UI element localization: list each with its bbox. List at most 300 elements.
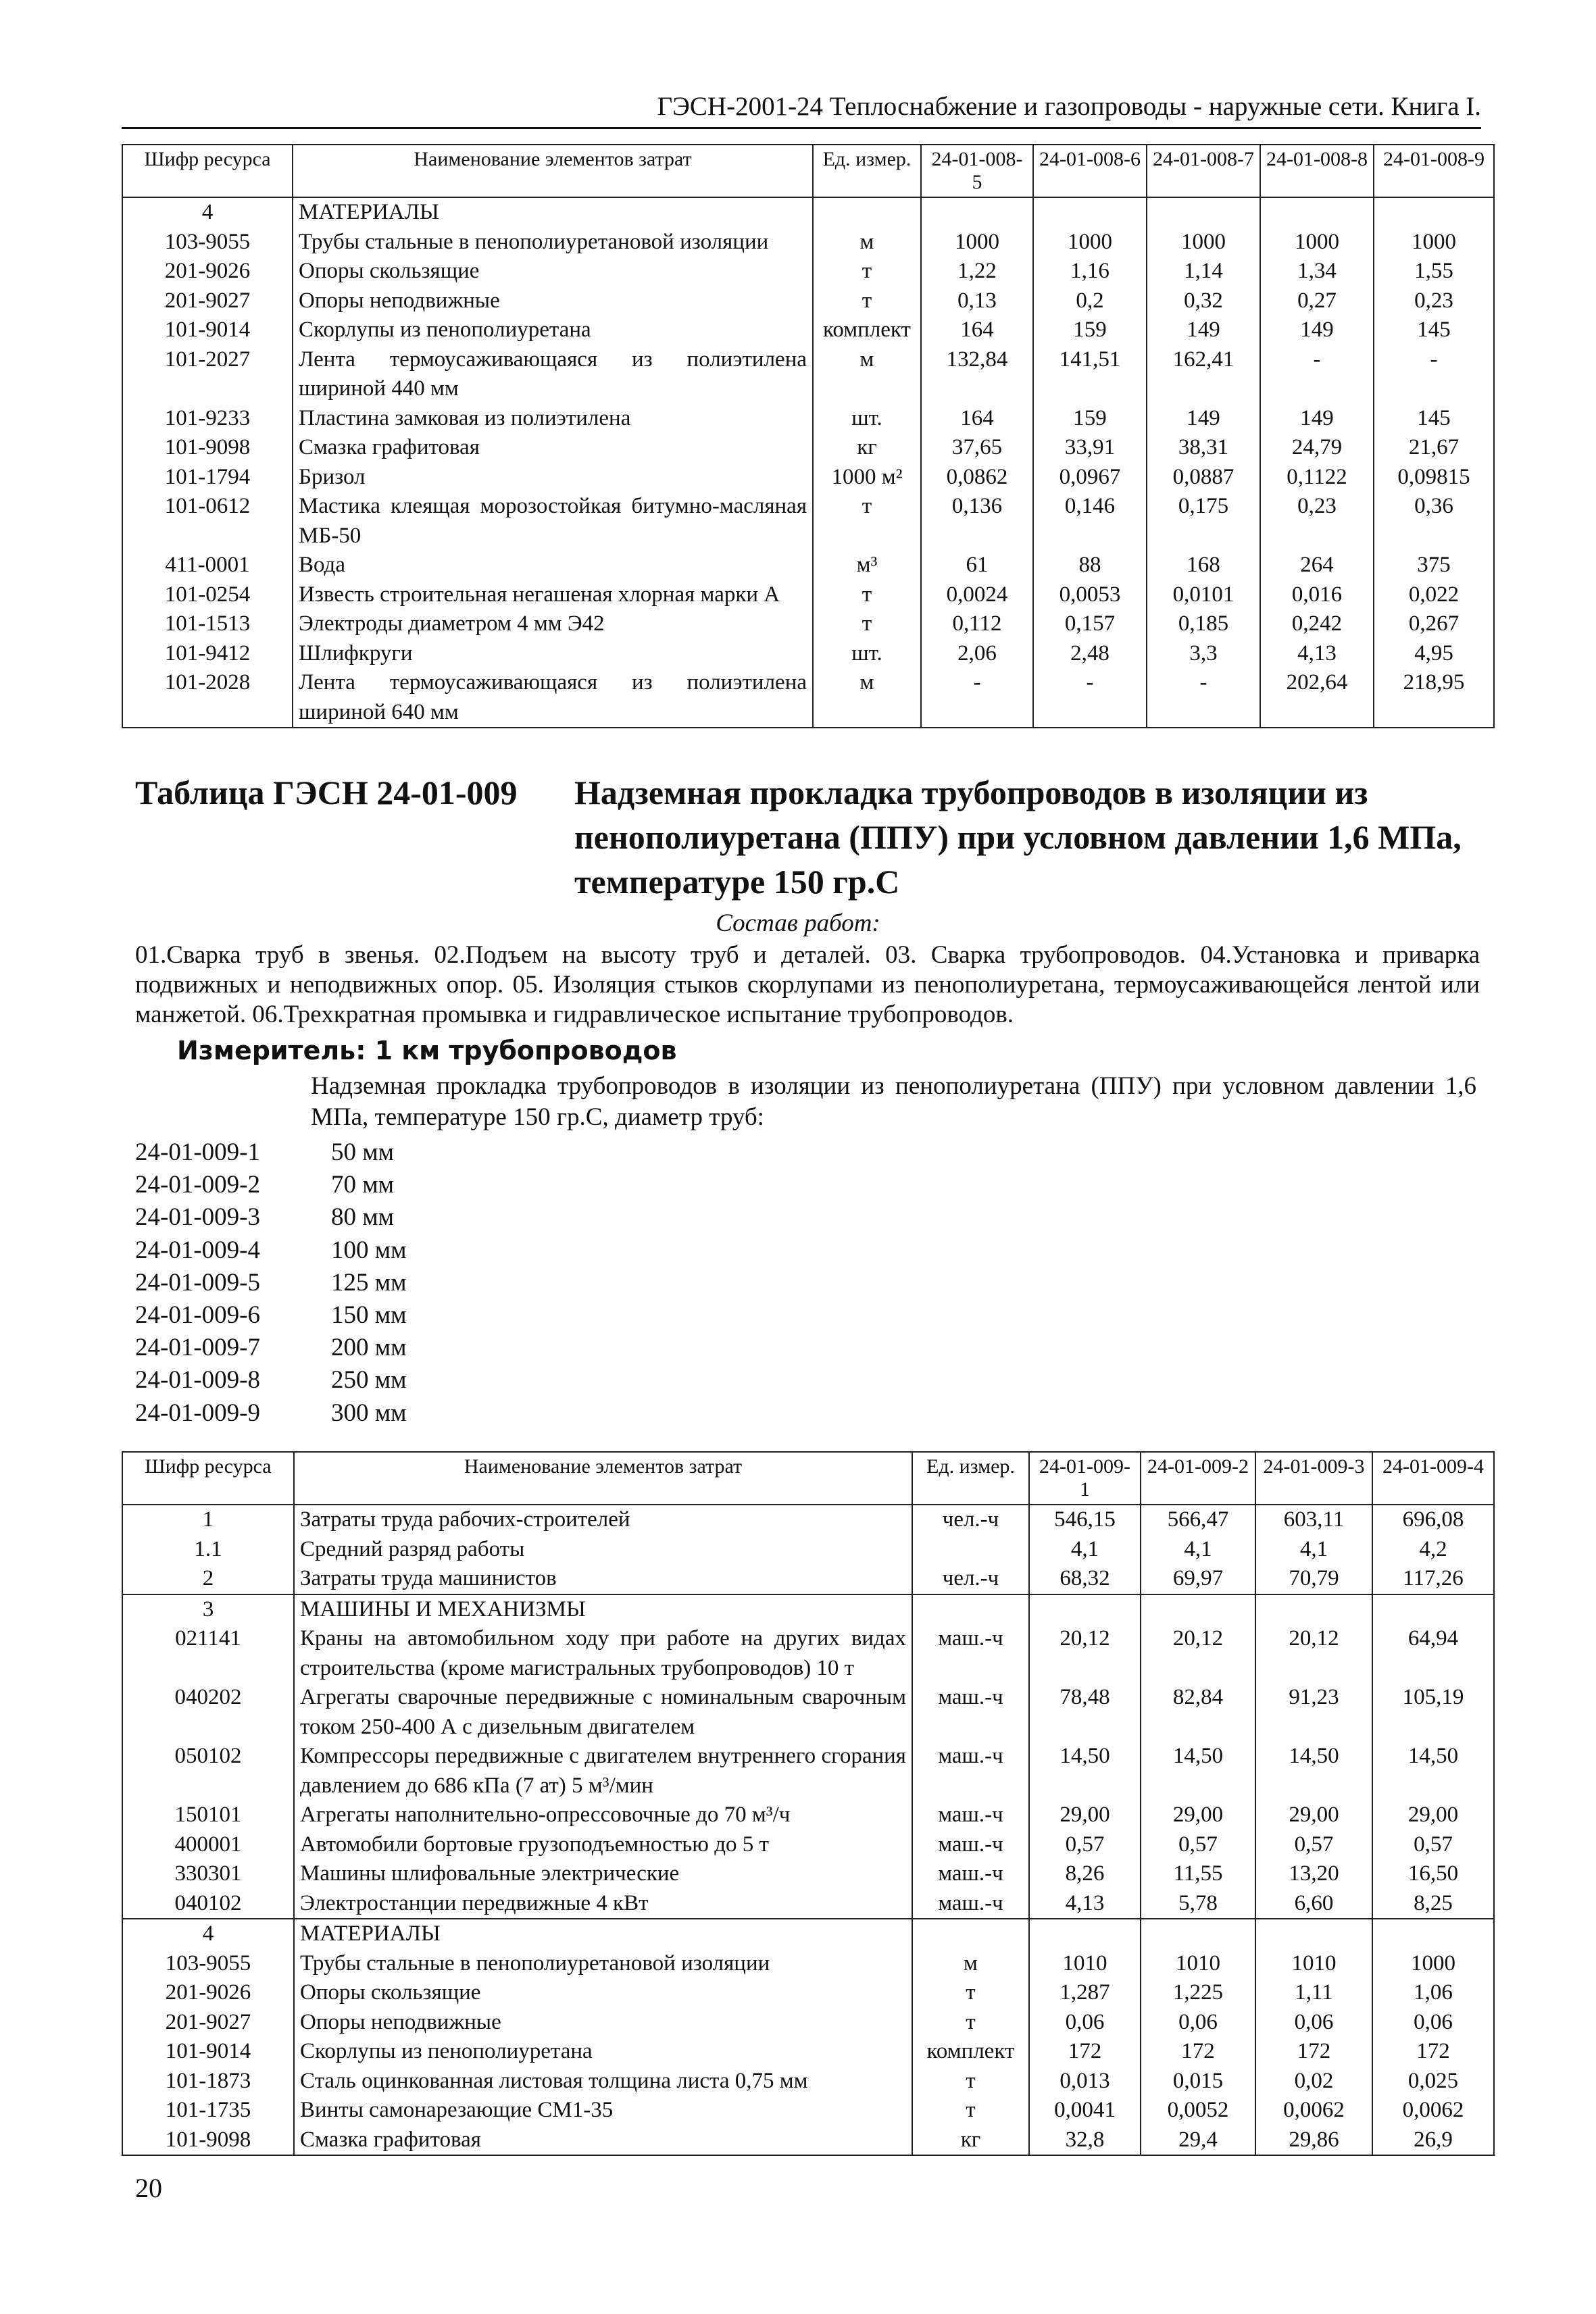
value-cell: 696,08 xyxy=(1372,1505,1494,1535)
value-cell xyxy=(1033,197,1147,228)
value-cell xyxy=(1255,1919,1372,1949)
resource-code: 4 xyxy=(122,1919,294,1949)
column-header: Наименование элементов затрат xyxy=(293,145,813,197)
value-cell: 0,13 xyxy=(921,286,1033,316)
value-cell: 0,02 xyxy=(1255,2067,1372,2096)
resource-name: Пластина замковая из полиэтилена xyxy=(293,404,813,434)
unit-cell: шт. xyxy=(813,404,921,434)
resource-table-009 xyxy=(122,1451,1495,2156)
value-cell: - xyxy=(1374,345,1494,404)
value-cell: 0,23 xyxy=(1260,492,1374,551)
resource-name: Скорлупы из пенополиуретана xyxy=(294,2037,912,2067)
unit-cell: чел.-ч xyxy=(912,1564,1029,1594)
unit-cell: маш.-ч xyxy=(912,1801,1029,1830)
table-row xyxy=(122,2037,1494,2067)
resource-name: Трубы стальные в пенополиуретановой изоляции xyxy=(293,228,813,257)
value-cell: 91,23 xyxy=(1255,1683,1372,1742)
variant-code: 24-01-009-5 xyxy=(135,1268,260,1297)
value-cell: 159 xyxy=(1033,316,1147,345)
value-cell xyxy=(1029,1919,1141,1949)
table-row xyxy=(122,551,1494,580)
column-header: Ед. измер. xyxy=(813,145,921,197)
column-header: 24-01-008-6 xyxy=(1033,145,1147,197)
value-cell: 0,157 xyxy=(1033,609,1147,639)
value-cell: 0,112 xyxy=(921,609,1033,639)
unit-cell: 1000 м² xyxy=(813,463,921,493)
column-header: 24-01-009-3 xyxy=(1255,1452,1372,1505)
value-cell: 29,86 xyxy=(1255,2126,1372,2156)
value-cell: 2,06 xyxy=(921,639,1033,669)
unit-cell: кг xyxy=(813,433,921,463)
resource-name: Смазка графитовая xyxy=(293,433,813,463)
value-cell: 0,06 xyxy=(1141,2008,1255,2038)
unit-cell: т xyxy=(813,580,921,610)
table-header-row xyxy=(122,145,1494,197)
value-cell: 0,175 xyxy=(1147,492,1260,551)
value-cell: 159 xyxy=(1033,404,1147,434)
resource-code: 1.1 xyxy=(122,1535,294,1565)
table-row xyxy=(122,1594,1494,1625)
resource-code: 2 xyxy=(122,1564,294,1594)
value-cell: 16,50 xyxy=(1372,1859,1494,1889)
resource-name: Автомобили бортовые грузоподъемностью до 5 т xyxy=(294,1830,912,1860)
meter-label: Измеритель: 1 км трубопроводов xyxy=(177,1036,677,1065)
value-cell: 29,4 xyxy=(1141,2126,1255,2156)
table-row xyxy=(122,639,1494,669)
resource-code: 103-9055 xyxy=(122,1949,294,1979)
value-cell: 6,60 xyxy=(1255,1889,1372,1919)
value-cell: 117,26 xyxy=(1372,1564,1494,1594)
value-cell: 141,51 xyxy=(1033,345,1147,404)
unit-cell: т xyxy=(813,492,921,551)
value-cell: 0,57 xyxy=(1029,1830,1141,1860)
value-cell: 70,79 xyxy=(1255,1564,1372,1594)
value-cell: 1,34 xyxy=(1260,257,1374,286)
variant-code: 24-01-009-4 xyxy=(135,1236,260,1264)
variant-item xyxy=(135,1332,407,1364)
variant-diameter: 80 мм xyxy=(331,1203,395,1232)
value-cell: 264 xyxy=(1260,551,1374,580)
table-row xyxy=(122,580,1494,610)
table-row xyxy=(122,1683,1494,1742)
table-row xyxy=(122,404,1494,434)
resource-code: 101-9098 xyxy=(122,433,293,463)
table-row xyxy=(122,463,1494,493)
value-cell xyxy=(1029,1594,1141,1625)
unit-cell: т xyxy=(912,2008,1029,2038)
table-row xyxy=(122,1830,1494,1860)
unit-cell: маш.-ч xyxy=(912,1683,1029,1742)
unit-cell xyxy=(912,1535,1029,1565)
variant-list xyxy=(135,1136,407,1430)
table-row xyxy=(122,257,1494,286)
value-cell: 8,25 xyxy=(1372,1889,1494,1919)
unit-cell: т xyxy=(912,1978,1029,2008)
column-header: 24-01-008-8 xyxy=(1260,145,1374,197)
value-cell: 29,00 xyxy=(1029,1801,1141,1830)
value-cell: 1,16 xyxy=(1033,257,1147,286)
value-cell: 0,57 xyxy=(1372,1830,1494,1860)
value-cell: 1000 xyxy=(921,228,1033,257)
variant-code: 24-01-009-8 xyxy=(135,1366,260,1394)
resource-name: Шлифкруги xyxy=(293,639,813,669)
resource-code: 101-1794 xyxy=(122,463,293,493)
value-cell: 145 xyxy=(1374,316,1494,345)
table-row xyxy=(122,1919,1494,1949)
resource-code: 411-0001 xyxy=(122,551,293,580)
resource-code: 3 xyxy=(122,1594,294,1625)
variant-item xyxy=(135,1169,407,1201)
value-cell: 0,146 xyxy=(1033,492,1147,551)
value-cell: 1000 xyxy=(1033,228,1147,257)
value-cell: 29,00 xyxy=(1141,1801,1255,1830)
value-cell: 14,50 xyxy=(1255,1742,1372,1801)
unit-cell xyxy=(912,1594,1029,1625)
works-title: Состав работ: xyxy=(716,909,880,937)
value-cell xyxy=(1141,1594,1255,1625)
value-cell: 162,41 xyxy=(1147,345,1260,404)
value-cell: 603,11 xyxy=(1255,1505,1372,1535)
unit-cell: шт. xyxy=(813,639,921,669)
column-header: 24-01-008-5 xyxy=(921,145,1033,197)
variant-code: 24-01-009-6 xyxy=(135,1301,260,1329)
resource-name: Электроды диаметром 4 мм Э42 xyxy=(293,609,813,639)
resource-name: Электростанции передвижные 4 кВт xyxy=(294,1889,912,1919)
value-cell: 88 xyxy=(1033,551,1147,580)
value-cell: 0,0101 xyxy=(1147,580,1260,610)
value-cell: 37,65 xyxy=(921,433,1033,463)
table-row xyxy=(122,316,1494,345)
table-row xyxy=(122,609,1494,639)
column-header: Шифр ресурса xyxy=(122,145,293,197)
value-cell: 164 xyxy=(921,316,1033,345)
value-cell: 13,20 xyxy=(1255,1859,1372,1889)
value-cell: 0,185 xyxy=(1147,609,1260,639)
value-cell: 0,09815 xyxy=(1374,463,1494,493)
value-cell: 1,287 xyxy=(1029,1978,1141,2008)
resource-code: 103-9055 xyxy=(122,228,293,257)
resource-name: Опоры скользящие xyxy=(294,1978,912,2008)
value-cell xyxy=(1372,1594,1494,1625)
value-cell: 64,94 xyxy=(1372,1624,1494,1683)
resource-code: 400001 xyxy=(122,1830,294,1860)
table-row xyxy=(122,1889,1494,1919)
table-row xyxy=(122,1978,1494,2008)
value-cell xyxy=(1260,197,1374,228)
resource-code: 101-1513 xyxy=(122,609,293,639)
resource-code: 101-9098 xyxy=(122,2126,294,2156)
value-cell: 69,97 xyxy=(1141,1564,1255,1594)
value-cell: 29,00 xyxy=(1255,1801,1372,1830)
value-cell: 1,11 xyxy=(1255,1978,1372,2008)
value-cell: 4,13 xyxy=(1260,639,1374,669)
variant-item xyxy=(135,1397,407,1430)
value-cell: 1,22 xyxy=(921,257,1033,286)
variant-code: 24-01-009-9 xyxy=(135,1399,260,1427)
resource-name: МАТЕРИАЛЫ xyxy=(294,1919,912,1949)
value-cell: 145 xyxy=(1374,404,1494,434)
column-header: Наименование элементов затрат xyxy=(294,1452,912,1505)
value-cell: 14,50 xyxy=(1141,1742,1255,1801)
resource-code: 1 xyxy=(122,1505,294,1535)
resource-name: Лента термоусаживающаяся из полиэтилена шириной 440 мм xyxy=(293,345,813,404)
value-cell: 0,32 xyxy=(1147,286,1260,316)
value-cell: 1,55 xyxy=(1374,257,1494,286)
resource-code: 101-9412 xyxy=(122,639,293,669)
value-cell: 172 xyxy=(1255,2037,1372,2067)
variant-item xyxy=(135,1267,407,1299)
resource-code: 101-0612 xyxy=(122,492,293,551)
value-cell: 20,12 xyxy=(1255,1624,1372,1683)
value-cell: 0,27 xyxy=(1260,286,1374,316)
value-cell: 32,8 xyxy=(1029,2126,1141,2156)
value-cell: 202,64 xyxy=(1260,668,1374,728)
variant-code: 24-01-009-3 xyxy=(135,1203,260,1232)
value-cell: 26,9 xyxy=(1372,2126,1494,2156)
value-cell: 0,2 xyxy=(1033,286,1147,316)
column-header: 24-01-008-7 xyxy=(1147,145,1260,197)
value-cell: 0,0862 xyxy=(921,463,1033,493)
value-cell: 8,26 xyxy=(1029,1859,1141,1889)
resource-name: Машины шлифовальные электрические xyxy=(294,1859,912,1889)
table-label: Таблица ГЭСН 24-01-009 xyxy=(135,774,518,811)
value-cell: 0,23 xyxy=(1374,286,1494,316)
value-cell xyxy=(1141,1919,1255,1949)
value-cell: 68,32 xyxy=(1029,1564,1141,1594)
value-cell: 105,19 xyxy=(1372,1683,1494,1742)
unit-cell: комплект xyxy=(912,2037,1029,2067)
resource-code: 201-9027 xyxy=(122,286,293,316)
unit-cell: маш.-ч xyxy=(912,1889,1029,1919)
unit-cell: м³ xyxy=(813,551,921,580)
table-row xyxy=(122,286,1494,316)
value-cell: 1010 xyxy=(1029,1949,1141,1979)
unit-cell xyxy=(813,197,921,228)
table-row xyxy=(122,1801,1494,1830)
value-cell: 0,06 xyxy=(1029,2008,1141,2038)
variant-description: Надземная прокладка трубопроводов в изоляции из пенополиуретана (ППУ) при условном давлении 1,6 МПа, температуре 150 гр.С, диаметр труб: xyxy=(311,1072,1476,1131)
value-cell: 0,016 xyxy=(1260,580,1374,610)
resource-name: Затраты труда рабочих-строителей xyxy=(294,1505,912,1535)
value-cell: 0,025 xyxy=(1372,2067,1494,2096)
value-cell: 0,015 xyxy=(1141,2067,1255,2096)
variant-diameter: 250 мм xyxy=(331,1366,407,1394)
value-cell: 21,67 xyxy=(1374,433,1494,463)
value-cell: 14,50 xyxy=(1372,1742,1494,1801)
value-cell: 0,36 xyxy=(1374,492,1494,551)
value-cell: 1000 xyxy=(1260,228,1374,257)
resource-code: 150101 xyxy=(122,1801,294,1830)
value-cell: 0,013 xyxy=(1029,2067,1141,2096)
resource-name: Агрегаты наполнительно-опрессовочные до 70 м³/ч xyxy=(294,1801,912,1830)
value-cell: 33,91 xyxy=(1033,433,1147,463)
resource-code: 101-0254 xyxy=(122,580,293,610)
resource-name: Известь строительная негашеная хлорная марки А xyxy=(293,580,813,610)
table-row xyxy=(122,433,1494,463)
resource-code: 101-1735 xyxy=(122,2096,294,2126)
table-row xyxy=(122,2096,1494,2126)
value-cell: - xyxy=(921,668,1033,728)
unit-cell: м xyxy=(813,345,921,404)
page-header: ГЭСН-2001-24 Теплоснабжение и газопроводы - наружные сети. Книга I. xyxy=(122,86,1481,129)
table-row xyxy=(122,1859,1494,1889)
resource-code: 021141 xyxy=(122,1624,294,1683)
table-row xyxy=(122,345,1494,404)
variant-code: 24-01-009-1 xyxy=(135,1138,260,1166)
resource-name: Вода xyxy=(293,551,813,580)
resource-code: 101-2028 xyxy=(122,668,293,728)
variant-diameter: 125 мм xyxy=(331,1268,407,1297)
variant-item xyxy=(135,1234,407,1267)
value-cell: 1000 xyxy=(1147,228,1260,257)
value-cell xyxy=(1255,1594,1372,1625)
value-cell: 149 xyxy=(1260,404,1374,434)
resource-name: Краны на автомобильном ходу при работе на других видах строительства (кроме магистральных трубопроводов) 10 т xyxy=(294,1624,912,1683)
variant-item xyxy=(135,1364,407,1397)
table-row xyxy=(122,668,1494,728)
unit-cell: т xyxy=(813,286,921,316)
unit-cell: м xyxy=(912,1949,1029,1979)
resource-code: 330301 xyxy=(122,1859,294,1889)
variant-diameter: 100 мм xyxy=(331,1236,407,1264)
resource-name: МАТЕРИАЛЫ xyxy=(293,197,813,228)
table-title: Надземная прокладка трубопроводов в изоляции из пенополиуретана (ППУ) при условном давлении 1,6 МПа, температуре 150 гр.С xyxy=(574,774,1462,901)
value-cell: 149 xyxy=(1147,404,1260,434)
value-cell: 0,0053 xyxy=(1033,580,1147,610)
value-cell: 149 xyxy=(1260,316,1374,345)
variant-diameter: 200 мм xyxy=(331,1334,407,1362)
resource-name: Агрегаты сварочные передвижные с номинальным сварочным током 250-400 А с дизельным двигателем xyxy=(294,1683,912,1742)
value-cell: 2,48 xyxy=(1033,639,1147,669)
table-row xyxy=(122,1949,1494,1979)
value-cell xyxy=(921,197,1033,228)
unit-cell: т xyxy=(813,257,921,286)
resource-code: 101-2027 xyxy=(122,345,293,404)
resource-code: 101-9014 xyxy=(122,316,293,345)
unit-cell: м xyxy=(813,668,921,728)
value-cell: 29,00 xyxy=(1372,1801,1494,1830)
resource-name: Опоры скользящие xyxy=(293,257,813,286)
value-cell: 149 xyxy=(1147,316,1260,345)
value-cell: 4,13 xyxy=(1029,1889,1141,1919)
resource-name: Сталь оцинкованная листовая толщина листа 0,75 мм xyxy=(294,2067,912,2096)
table-row xyxy=(122,197,1494,228)
resource-name: Компрессоры передвижные с двигателем внутреннего сгорания давлением до 686 кПа (7 ат) 5 м³/мин xyxy=(294,1742,912,1801)
value-cell: 1010 xyxy=(1255,1949,1372,1979)
resource-name: Опоры неподвижные xyxy=(294,2008,912,2038)
unit-cell: т xyxy=(813,609,921,639)
column-header: 24-01-009-1 xyxy=(1029,1452,1141,1505)
value-cell: 0,0062 xyxy=(1255,2096,1372,2126)
table-row xyxy=(122,2126,1494,2156)
value-cell: 4,2 xyxy=(1372,1535,1494,1565)
table-row xyxy=(122,2067,1494,2096)
table-row xyxy=(122,1742,1494,1801)
resource-code: 201-9026 xyxy=(122,257,293,286)
resource-code: 040202 xyxy=(122,1683,294,1742)
resource-code: 040102 xyxy=(122,1889,294,1919)
table-row xyxy=(122,1624,1494,1683)
value-cell: 3,3 xyxy=(1147,639,1260,669)
column-header: 24-01-009-4 xyxy=(1372,1452,1494,1505)
resource-name: МАШИНЫ И МЕХАНИЗМЫ xyxy=(294,1594,912,1625)
value-cell xyxy=(1147,197,1260,228)
resource-name: Мастика клеящая морозостойкая битумно-масляная МБ-50 xyxy=(293,492,813,551)
value-cell: 1000 xyxy=(1374,228,1494,257)
value-cell: 0,242 xyxy=(1260,609,1374,639)
resource-name: Винты самонарезающие СМ1-35 xyxy=(294,2096,912,2126)
unit-cell: чел.-ч xyxy=(912,1505,1029,1535)
unit-cell: т xyxy=(912,2096,1029,2126)
value-cell: 164 xyxy=(921,404,1033,434)
resource-code: 101-1873 xyxy=(122,2067,294,2096)
unit-cell: м xyxy=(813,228,921,257)
value-cell: 0,0024 xyxy=(921,580,1033,610)
value-cell: 4,1 xyxy=(1255,1535,1372,1565)
value-cell: 14,50 xyxy=(1029,1742,1141,1801)
unit-cell: маш.-ч xyxy=(912,1830,1029,1860)
value-cell: 172 xyxy=(1029,2037,1141,2067)
value-cell: 546,15 xyxy=(1029,1505,1141,1535)
value-cell: 0,0041 xyxy=(1029,2096,1141,2126)
resource-name: Средний разряд работы xyxy=(294,1535,912,1565)
value-cell: 24,79 xyxy=(1260,433,1374,463)
value-cell: 0,06 xyxy=(1255,2008,1372,2038)
value-cell xyxy=(1374,197,1494,228)
value-cell xyxy=(1372,1919,1494,1949)
value-cell: 375 xyxy=(1374,551,1494,580)
column-header: Шифр ресурса xyxy=(122,1452,294,1505)
value-cell: 4,1 xyxy=(1141,1535,1255,1565)
value-cell: 11,55 xyxy=(1141,1859,1255,1889)
value-cell: 1,225 xyxy=(1141,1978,1255,2008)
table-row xyxy=(122,1535,1494,1565)
table-header-row xyxy=(122,1452,1494,1505)
resource-name: Опоры неподвижные xyxy=(293,286,813,316)
unit-cell: маш.-ч xyxy=(912,1742,1029,1801)
resource-code: 201-9026 xyxy=(122,1978,294,2008)
resource-table-008 xyxy=(122,144,1495,728)
value-cell: 0,0062 xyxy=(1372,2096,1494,2126)
table-row xyxy=(122,1505,1494,1535)
resource-code: 101-9014 xyxy=(122,2037,294,2067)
value-cell: 1,14 xyxy=(1147,257,1260,286)
unit-cell: маш.-ч xyxy=(912,1859,1029,1889)
value-cell: 0,267 xyxy=(1374,609,1494,639)
resource-name: Бризол xyxy=(293,463,813,493)
variant-diameter: 70 мм xyxy=(331,1171,395,1199)
resource-name: Лента термоусаживающаяся из полиэтилена шириной 640 мм xyxy=(293,668,813,728)
value-cell: 132,84 xyxy=(921,345,1033,404)
value-cell: - xyxy=(1260,345,1374,404)
value-cell: 172 xyxy=(1372,2037,1494,2067)
resource-name: Смазка графитовая xyxy=(294,2126,912,2156)
variant-item xyxy=(135,1201,407,1234)
value-cell: 218,95 xyxy=(1374,668,1494,728)
value-cell: 0,57 xyxy=(1141,1830,1255,1860)
value-cell: 168 xyxy=(1147,551,1260,580)
resource-code: 101-9233 xyxy=(122,404,293,434)
unit-cell: комплект xyxy=(813,316,921,345)
variant-diameter: 300 мм xyxy=(331,1399,407,1427)
resource-name: Затраты труда машинистов xyxy=(294,1564,912,1594)
value-cell: 4,1 xyxy=(1029,1535,1141,1565)
value-cell: 82,84 xyxy=(1141,1683,1255,1742)
value-cell: 1000 xyxy=(1372,1949,1494,1979)
table-row xyxy=(122,2008,1494,2038)
resource-code: 050102 xyxy=(122,1742,294,1801)
variant-item xyxy=(135,1299,407,1332)
